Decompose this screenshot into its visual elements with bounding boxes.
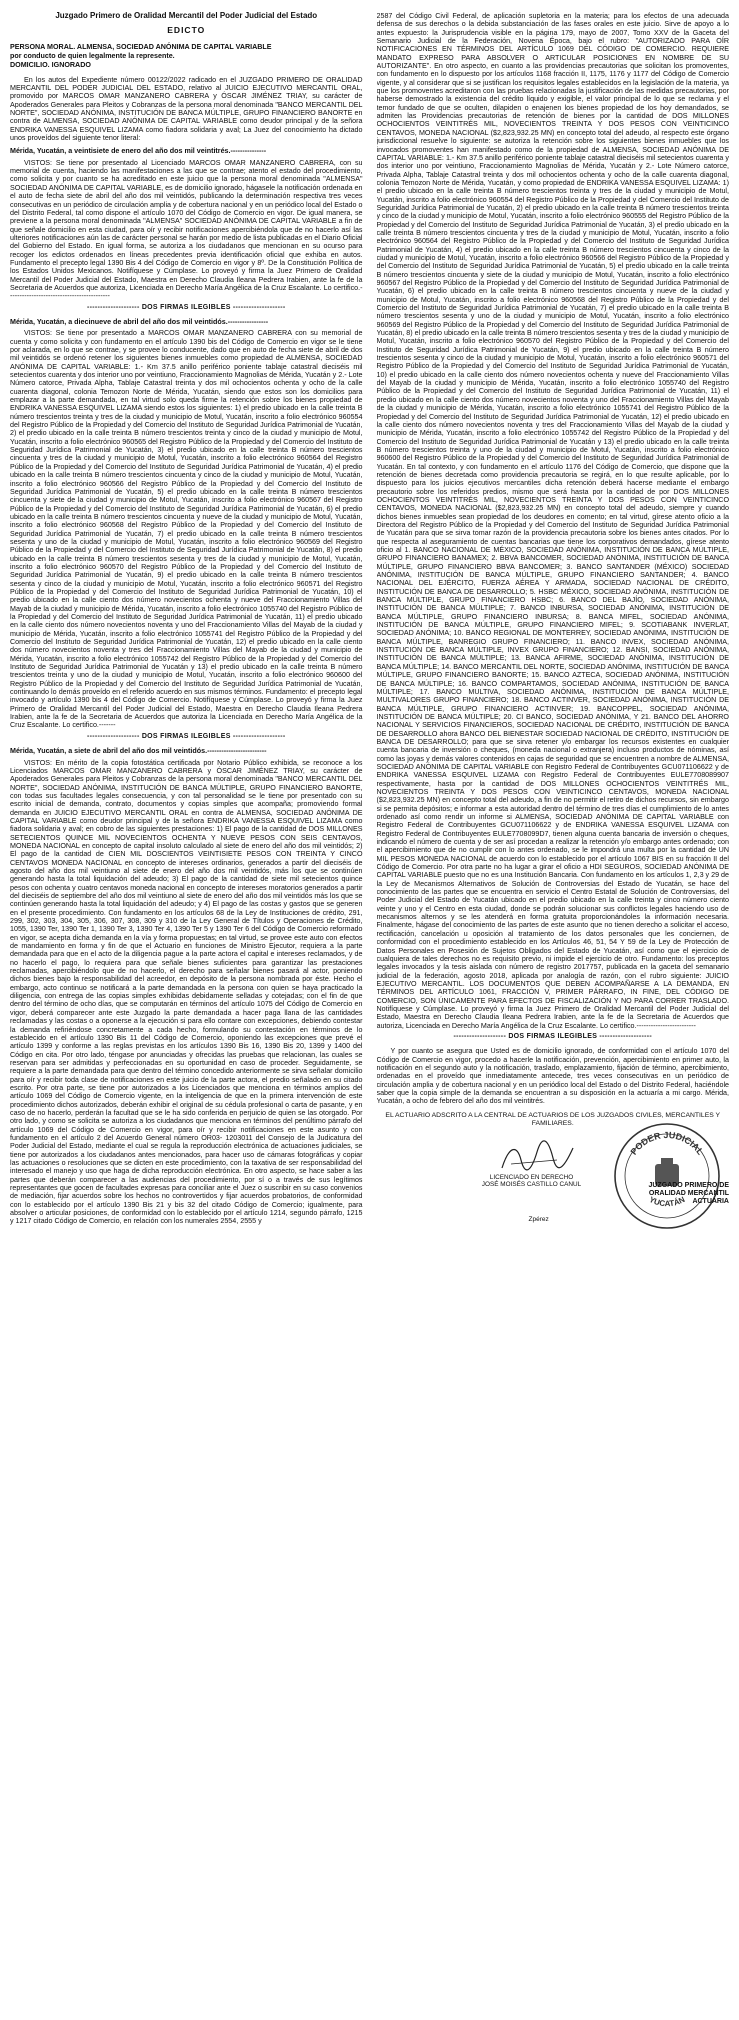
court-title: Juzgado Primero de Oralidad Mercantil del Poder Judicial del Estado	[55, 12, 318, 20]
addressee-name: PERSONA MORAL. ALMENSA, SOCIEDAD ANÓNIMA DE CAPITAL VARIABLE	[10, 42, 272, 51]
columns	[10, 12, 729, 2007]
continuation-paragraph: 2587 del Código Civil Federal, de aplicación supletoria en la materia; para los efectos de una adecuada defensa de sus derechos o la debida substanciación de las fases orales en este juicio. Sirve de apoyo a lo antes expuesto: la Jurisprudencia visible en la página 179, mayo de 2007, Tomo XXV de la Gaceta del Semanario Judicial de la Federación, Novena Época, bajo el rubro: "AUTORIZADO PARA OÍR NOTIFICACIONES EN TÉRMINOS DEL ARTÍCULO 1069 DEL CÓDIGO DE COMERCIO. REQUIERE MANDATO EXPRESO PARA ABSOLVER O ARTICULAR POSICIONES EN NOMBRE DE SU AUTORIZANTE". En otro aspecto, en cuanto a las providencias precautorias que solicitan los promoventes, con fundamento en lo dispuesto por los artículos 1168 fracción II, 1175, 1176 y 1177 del Código de Comercio vigente, y al considerar que si se justifican los requisitos legales establecidos en la legislación de la materia, ya que los promoventes acreditaron con las pruebas relacionadas la justificación de las medidas precautorias, por haberse demostrado la existencia del crédito líquido y exigible, el valor principal de lo que se reclama y el temor fundado de que se oculten, dilapiden o enajenen los bienes propiedad de los hoy demandados, se admiten las Providencias precautorias de retención de bienes por la cantidad de DOS MILLONES OCHOCIENTOS VEINTITRÉS MIL, NOVECIENTOS TREINTA Y DOS PESOS CON VEINTICINCO CENTAVOS, MONEDA NACIONAL ($2,823,932.25 MN) en concepto total del adeudo, al respecto este órgano jurisdiccional resuelve lo siguiente: se autoriza la retención sobre los siguientes bienes inmuebles que los invocados promoventes han manifestado como de la propiedad de ALMENSA, SOCIEDAD ANÓNIMA DE CAPITAL VARIABLE: 1.- Km 37.5 anillo periférico poniente tablaje catastral dieciséis mil setecientos cuarenta y dos interior uno por veintiuno, Fraccionamiento Magnolias de Mérida, Yucatán y 2.- Lote Número catorce, Privada Alpha, Tablaje Catastral treinta y dos mil ochocientos ochenta y ocho de la calle cuarenta diagonal, colonia Temozon Norte de Mérida, Yucatán, y como propiedad de ENDRIKA VANESSA ESQUIVEL LIZAMA: 1) el predio ubicado en la calle treinta B número trescientos treinta y tres de la ciudad y municipio de Motul, Yucatán, inscrito a folio electrónico 960554 del Registro Público de la Propiedad y del Comercio del Instituto de Seguridad Jurídica Patrimonial de Yucatán, 2) el predio ubicado en la calle treinta B número trescientos treinta y cinco de la ciudad y municipio de Motul, Yucatán, inscrito a folio electrónico 960555 del Registro Público de la Propiedad y del Comercio del Instituto de Seguridad Jurídica Patrimonial de Yucatán, 3) el predio ubicado en la calle treinta B número trescientos cincuenta y tres de la ciudad y municipio de Motul, Yucatán, inscrito a folio electrónico 960564 del Registro Público de la Propiedad y del Comercio del Instituto de Seguridad Jurídica Patrimonial de Yucatán, 4) el predio ubicado en la calle treinta B número trescientos cincuenta y cinco de la ciudad y municipio de Motul, Yucatán, inscrito a folio electrónico 960566 del Registro Público de la Propiedad y del Comercio del Instituto de Seguridad Jurídica Patrimonial de Yucatán, 5) el predio ubicado en la calle treinta B número trescientos cincuenta y siete de la ciudad y municipio de Motul, Yucatán, inscrito a folio electrónico 960567 del Registro Público de la Propiedad y del Comercio del Instituto de Seguridad Jurídica Patrimonial de Yucatán, 6) el predio ubicado en la calle treinta B número trescientos cincuenta y nueve de la ciudad y municipio de Motul, Yucatán, inscrito a folio electrónico 960568 del Registro Público de la Propiedad y del Comercio del Instituto de Seguridad Jurídica Patrimonial de Yucatán, 7) el predio ubicado en la calle treinta B número trescientos sesenta y uno de la ciudad y municipio de Motul, Yucatán, inscrito a folio electrónico 960569 del Registro Público de la Propiedad y del Comercio del Instituto de Seguridad Jurídica Patrimonial de Yucatán, 8) el predio ubicado en la calle treinta B número trescientos sesenta y tres de la ciudad y municipio de Motul, Yucatán, inscrito a folio electrónico 960570 del Registro Público de la Propiedad y del Comercio del Instituto de Seguridad Jurídica Patrimonial de Yucatán, 9) el predio ubicado en la calle treinta B número trescientos sesenta y cinco de la ciudad y municipio de Motul, Yucatán, inscrito a folio electrónico 960571 del Registro Público de la Propiedad y del Comercio del Instituto de Seguridad Jurídica Patrimonial de Yucatán, 10) el predio ubicado en la calle ciento dos número novecientos ochenta y nueve del Fraccionamiento Villas del Mayab de la ciudad y municipio de Mérida, Yucatán, inscrito a folio electrónico 1055740 del Registro Público de la Propiedad y del Comercio del Instituto de Seguridad Jurídica Patrimonial de Yucatán, 11) el predio ubicado en la calle ciento dos número novecientos noventa y uno del Fraccionamiento Villas del Mayab de la ciudad y municipio de Mérida, Yucatán, inscrito a folio electrónico 1055741 del Registro Público de la Propiedad y del Comercio del Instituto de Seguridad Jurídica Patrimonial de Yucatán, 12) el predio ubicado en la calle ciento dos número novecientos noventa y tres del Fraccionamiento Villas del Mayab de la ciudad y municipio de Mérida, Yucatán, inscrito a folio electrónico 1055742 del Registro Público de la Propiedad y del Comercio del Instituto de Seguridad Jurídica Patrimonial de Yucatán y 13) el predio ubicado en la calle treinta B número trescientos treinta y uno de la ciudad y municipio de Motul, Yucatán, inscrito a folio electrónico 960600 del Registro Público de la Propiedad y del Comercio del Instituto de Seguridad Jurídica Patrimonial de Yucatán. En tal contexto, y con fundamento en el artículo 1176 del Código de Comercio, que dispone que la retención de bienes decretada como providencia precautoria se regirá, en lo que resulte aplicable, por lo dispuesto para los juicios ejecutivos mercantiles dicha retención deberá hacerse mediante el embargo precautorio sobre los referidos predios, mismo que será hasta por la cantidad de por DOS MILLONES OCHOCIENTOS VEINTITRÉS MIL, NOVECIENTOS TREINTA Y DOS PESOS CON VEINTICINCO CENTAVOS, MONEDA NACIONAL ($2,823,932.25 MN) en concepto total del adeudo, siempre y cuando dichos bienes inmuebles sean propiedad de los deudores en comento; en tal virtud, gírese atento oficio a la Directora del Registro Público de la Propiedad y del Comercio del Instituto de Seguridad Jurídica Patrimonial de Yucatán para que se sirva tomar razón de la providencia precautoria sobre los bienes antes citados. Por lo que respecta al aseguramiento de cuentas bancarias que tiene los corporativos demandados, gírese atento oficio al 1. BANCO NACIONAL DE MÉXICO, SOCIEDAD ANÓNIMA, INSTITUCIÓN DE BANCA MÚLTIPLE, GRUPO FINANCIERO BANAMEX; 2. BBVA BANCOMER, SOCIEDAD ANÓNIMA, INSTITUCIÓN DE BANCA MÚLTIPLE, GRUPO FINANCIERO BBVA BANCOMER; 3. BANCO SANTANDER (MÉXICO) SOCIEDAD ANÓNIMA, INSTITUCIÓN DE BANCA MÚLTIPLE, GRUPO FINANCIERO SANTANDER; 4. BANCO NACIONAL DEL EJÉRCITO, FUERZA AÉREA Y ARMADA, SOCIEDAD NACIONAL DE CRÉDITO, INSTITUCIÓN DE BANCA DE DESARROLLO; 5. HSBC MÉXICO, SOCIEDAD ANÓNIMA, INSTITUCIÓN DE BANCA MÚLTIPLE, GRUPO FINANCIERO HSBC; 6. BANCO DEL BAJÍO, SOCIEDAD ANÓNIMA, INSTITUCIÓN DE BANCA MÚLTIPLE; 7. BANCO INBURSA, SOCIEDAD ANÓNIMA, INSTITUCIÓN DE BANCA MÚLTIPLE, GRUPO FINANCIERO INBURSA; 8. BANCA MIFEL, SOCIEDAD ANÓNIMA, INSTITUCIÓN DE BANCA MÚLTIPLE, GRUPO FINANCIERO MIFEL; 9. SCOTIABANK INVERLAT, SOCIEDAD ANÓNIMA; 10. BANCO REGIONAL DE MONTERREY, SOCIEDAD ANÓNIMA, INSTITUCIÓN DE BANCA MÚLTIPLE, BANREGIO GRUPO FINANCIERO; 11. BANCO INVEX, SOCIEDAD ANÓNIMA, INSTITUCIÓN DE BANCA MÚLTIPLE, INVEX GRUPO FINANCIERO; 12. BANSI, SOCIEDAD ANÓNIMA, INSTITUCIÓN DE BANCA MÚLTIPLE; 13. BANCA AFIRME, SOCIEDAD ANÓNIMA, INSTITUCIÓN DE BANCA MÚLTIPLE; 14. BANCO MERCANTIL DEL NORTE, SOCIEDAD ANÓNIMA, INSTITUCIÓN DE BANCA MÚLTIPLE, GRUPO FINANCIERO BANORTE; 15. BANCO AZTECA, SOCIEDAD ANÓNIMA, INSTITUCIÓN DE BANCA MÚLTIPLE; 16. BANCO COMPARTAMOS, SOCIEDAD ANÓNIMA, INSTITUCIÓN DE BANCA MÚLTIPLE; 17. BANCO MULTIVA, SOCIEDAD ANÓNIMA, INSTITUCIÓN DE BANCA MÚLTIPLE, MULTIVALORES GRUPO FINANCIERO; 18. BANCO ACTINVER, SOCIEDAD ANÓNIMA, INSTITUCIÓN DE BANCA MÚLTIPLE, GRUPO FINANCIERO ACTINVER; 19. BANCOPPEL, SOCIEDAD ANÓNIMA, INSTITUCIÓN DE BANCA MÚLTIPLE; 20. CI BANCO, SOCIEDAD ANÓNIMA, Y 21. BANCO DEL AHORRO NACIONAL Y SERVICIOS FINANCIEROS, SOCIEDAD NACIONAL DE CRÉDITO, INSTITUCIÓN DE BANCA DE DESARROLLO ahora BANCO DEL BIENESTAR SOCIEDAD NACIONAL DE CRÉDITO, INSTITUCIÓN DE BANCA DE DESARROLLO; para que se sirva retener y/o embargar los recursos existentes en cualquier cuenta bancaria de inversión o cheques, (moneda nacional o extranjera) incluso productos de nóminas, así como las joyas y demás valores contenidos en cajas de seguridad que se encuentren a nombre de ALMENSA, SOCIEDAD ANÓNIMA DE CAPITAL VARIABLE con Registro Federal de Contribuyentes GCU071106622 y de ENDRIKA VANESSA ESQUIVEL LIZAMA con Registro Federal de Contribuyentes EULE7708089907 respectivamente, hasta por la cantidad de DOS MILLONES OCHOCIENTOS VEINTITRÉS MIL, NOVECIENTOS TREINTA Y DOS PESOS CON VEINTICINCO CENTAVOS, MONEDA NACIONAL ($2,823,932.25 MN) en concepto total del adeudo, a fin de no permitir el retiro de dichos recursos, sin embargo si se permita depósitos; e informar a esta autoridad dentro del término de tres días el cumplimiento de lo antes ordenado así como rendir un informe si ALMENSA, SOCIEDAD ANÓNIMA DE CAPITAL VARIABLE con Registro Federal de Contribuyentes GCU071106622 y de ENDRIKA VANESSA ESQUIVEL LIZAMA con Registro Federal de Contribuyentes EULE7708099D7, tienen alguna cuenta bancaria de inversión o cheques, indicando el número de cuenta y de ser así procedan a realizar la retención y/o embargo antes ordenado; con el apercibimiento que de no cumplir con lo antes ordenado, se le impondrá una multa por la cantidad de UN MIL PESOS MONEDA NACIONAL de acuerdo con lo establecido por el artículo 1067 BIS en su fracción II del Código de Comercio. Por otra parte no ha lugar a girar el oficio a HDI SEGUROS, SOCIEDAD ANÓNIMA DE CAPITAL VARIABLE puesto que no es una Institución Bancaria. Con fundamento en los artículos 1, 2,3 y 29 de la Ley de Mecanismos Alternativos de Solución de Controversias del Estado de Yucatán, se hace del conocimiento de las partes que se encuentra en servicio el Centro Estatal de Solución de Controversias, del Poder Judicial del Estado de Yucatán ubicado en el predio ubicado en la calle treinta y cinco número ciento veinte y uno y el Centro en esta ciudad, donde se podrán solucionar sus conflictos legales haciendo uso de mecanismos alternos y se les atenderá en forma gratuita proporcionándoles la información necesaria. Finalmente, hágase del conocimiento de las partes de este asunto que no tienen derecho a solicitar el acceso, rectificación, cancelación u oposición al tratamiento de los datos personales que les conciernen, de conformidad con el procedimiento establecido en los Artículos 46, 51, 54 Y 59 de la Ley de Protección de Datos Personales en Posesión de Sujetos Obligados del Estado de Yucatán, así como que el ejercicio de cualquiera de tales derechos no es requisito previo, ni impide el ejercicio de otro. Fundamento: los preceptos legales invocados y la tesis aislada con número de registro 2017757, publicada en la gaceta del semanario judicial de la federación, agosto 2018, aplicada por analogía de razón, con el rubro siguiente: JUICIO EJECUTIVO MERCANTIL. LOS DOCUMENTOS QUE DEBEN ACOMPAÑARSE A LA DEMANDA, EN TÉRMINOS DEL ARTÍCULO 1061, FRACCIÓN V, PRIMER PÁRRAFO, IN FINE, DEL CÓDIGO DE COMERCIO, SON ÚNICAMENTE PARA EFECTOS DE FISCALIZACIÓN Y NO PARA CORRER TRASLADO. Notifíquese y Cúmplase. Lo proveyó y firma la Juez Primero de Oralidad Mercantil del Poder Judicial del Estado, Maestra en Derecho Claudia Ileana Pedrera Irabien, ante la fe de la Secretaria de Acuerdos que autoriza, Licenciada en Derecho María Angélica de la Cruz Escalante. Lo certifico.-------------------------	[376, 12, 729, 1030]
intro-paragraph: En los autos del Expediente número 00122/2022 radicado en el JUZGADO PRIMERO DE ORALIDAD MERCANTIL DEL PODER JUDICIAL DEL ESTADO, relativo al JUICIO EJECUTIVO MERCANTIL ORAL, promovido por MARCOS OMAR MANZANERO CABRERA y ÓSCAR JIMÉNEZ TRIAY, su carácter de Apoderados Generales para Pleitos y Cobranzas de la persona moral denominada "BANCO MERCANTIL DEL NORTE", SOCIEDAD ANÓNIMA, INSTITUCIÓN DE BANCA MÚLTIPLE, GRUPO FINANCIERO BANORTE en contra de ALMENSA, SOCIEDAD ANÓNIMA DE CAPITAL VARIABLE como deudor principal y de la señora ENDRIKA VANESSA ESQUIVEL LIZAMA como fiadora solidaria y aval; La Juez del conocimiento ha dictado unos proveídos del siguiente tenor literal:	[10, 75, 363, 143]
left-column	[10, 12, 363, 2007]
right-column	[377, 12, 730, 2007]
section2-title: Mérida, Yucatán, a diecinueve de abril del año dos mil veintidós.-----------------	[10, 317, 269, 326]
firmas-label-3: DOS FIRMAS ILEGIBLES	[508, 1032, 598, 1040]
actuario-title: EL ACTUARIO ADSCRITO A LA CENTRAL DE ACTUARIOS DE LOS JUZGADOS CIVILES, MERCANTILES Y FAMILIARES.	[385, 1111, 721, 1127]
office-label-3: ACTUARIA	[692, 1197, 729, 1205]
office-label-1: JUZGADO PRIMERO DE	[648, 1181, 729, 1189]
firmas-divider-1: -------------------- DOS FIRMAS ILEGIBLES --------------------	[86, 303, 286, 311]
firmas-label-1: DOS FIRMAS ILEGIBLES	[141, 303, 231, 311]
court-office-labels	[648, 1182, 729, 1206]
svg-text:PODER JUDICIAL	[628, 1130, 705, 1157]
seal-bottom-text: YUCATÁN	[647, 1194, 687, 1208]
footer-initials: Zpérez	[528, 1215, 549, 1223]
handwritten-signature-icon	[497, 1138, 577, 1178]
seal-top-text: PODER JUDICIAL	[628, 1129, 706, 1157]
office-label-2: ORALIDAD MERCANTIL	[648, 1189, 729, 1197]
section2-body: VISTOS: Se tiene por presentado a MARCOS OMAR MANZANERO CABRERA con su memorial de cuenta y como solicita y con fundamento en el artículo 1390 bis del Código de Comercio en vigor se le tiene por aclarada, en lo que se contrae, y se provee lo conducente, dado que en auto de fecha siete de abril de dos mil veintidós se ordenó retener los siguientes bienes inmuebles como propiedad de ALMENSA, SOCIEDAD ANÓNIMA DE CAPITAL VARIABLE: 1.- Km 37.5 anillo periférico poniente tablaje catastral dieciséis mil setecientos cuarenta y dos interior uno por veintiuno, Fraccionamiento Magnolias de Mérida, Yucatán y 2.- Lote Número catorce, Privada Alpha, Tablaje Catastral treinta y dos mil ochocientos ochenta y ocho de la calle cuarenta diagonal, colonia Temozon Norte de Mérida, Yucatán, siendo que estos son los domicilios para emplazar a la parte demandada, en tal virtud solo queda firme la retención sobre los bienes propiedad de ENDRIKA VANESSA ESQUIVEL LIZAMA siendo estos los siguientes: 1) el predio ubicado en la calle treinta B número trescientos treinta y tres de la ciudad y municipio de Motul, Yucatán, inscrito a folio electrónico 960554 del Registro Público de la Propiedad y del Comercio del Instituto de Seguridad Jurídica Patrimonial de Yucatán, 2) el predio ubicado en la calle treinta B número trescientos treinta y cinco de la ciudad y municipio de Motul, Yucatán, inscrito a folio electrónico 960565 del Registro Público de la Propiedad y del Comercio del Instituto de Seguridad Jurídica Patrimonial de Yucatán, 3) el predio ubicado en la calle treinta B número trescientos cincuenta y tres de la ciudad y municipio de Motul, Yucatán, inscrito a folio electrónico 960564 del Registro Público de la Propiedad y del Comercio del Instituto de Seguridad Jurídica Patrimonial de Yucatán, 4) el predio ubicado en la calle treinta B número trescientos cincuenta y cinco de la ciudad y municipio de Motul, Yucatán, inscrito a folio electrónico 960566 del Registro Público de la Propiedad y del Comercio del Instituto de Seguridad Jurídica Patrimonial de Yucatán, 5) el predio ubicado en la calle treinta B número trescientos cincuenta y siete de la ciudad y municipio de Motul, Yucatán, inscrito a folio electrónico 960567 del Registro Público de la Propiedad y del Comercio del Instituto de Seguridad Jurídica Patrimonial de Yucatán, 6) el predio ubicado en la calle treinta B número trescientos cincuenta y nueve de la ciudad y municipio de Motul, Yucatán, inscrito a folio electrónico 960568 del Registro Público de la Propiedad y del Comercio del Instituto de Seguridad Jurídica Patrimonial de Yucatán, 7) el predio ubicado en la calle treinta B número trescientos sesenta y uno de la ciudad y municipio de Motul, Yucatán, inscrito a folio electrónico 960569 del Registro Público de la Propiedad y del Comercio del Instituto de Seguridad Jurídica Patrimonial de Yucatán, 8) el predio ubicado en la calle treinta B número trescientos sesenta y tres de la ciudad y municipio de Motul, Yucatán, inscrito a folio electrónico 960570 del Registro Público de la Propiedad y del Comercio del Instituto de Seguridad Jurídica Patrimonial de Yucatán, 9) el predio ubicado en la calle treinta B número trescientos sesenta y cinco de la ciudad y municipio de Motul, Yucatán, inscrito a folio electrónico 960571 del Registro Público de la Propiedad y del Comercio del Instituto de Seguridad Jurídica Patrimonial de Yucatán, 10) el predio ubicado en la calle ciento dos número novecientos ochenta y nueve del Fraccionamiento Villas del Mayab de la ciudad y municipio de Mérida, Yucatán, inscrito a folio electrónico 1055740 del Registro Público de la Propiedad y del Comercio del Instituto de Seguridad Jurídica Patrimonial de Yucatán, 11) el predio ubicado en la calle ciento dos número novecientos noventa y uno del Fraccionamiento Villas del Mayab de la ciudad y municipio de Mérida, Yucatán, inscrito a folio electrónico 1055741 del Registro Público de la Propiedad y del Comercio del Instituto de Seguridad Jurídica Patrimonial de Yucatán, 12) el predio ubicado en la calle ciento dos número novecientos noventa y tres del Fraccionamiento Villas del Mayab de la ciudad y municipio de Mérida, Yucatán, inscrito a folio electrónico 1055742 del Registro Público de la Propiedad y del Comercio del Instituto de Seguridad Jurídica Patrimonial de Yucatán y 13) el predio ubicado en la calle treinta B número trescientos treinta y uno de la ciudad y municipio de Motul, Yucatán, inscrito a folio electrónico 960600 del Registro Público de la Propiedad y del Comercio del Instituto de Seguridad Jurídica Patrimonial de Yucatán, continuando lo demás proveído en el referido acuerdo en sus mismos términos. Fundamento: el precepto legal invocado y artículo 1390 bis 4 del Código de Comercio. Notifíquese y Cúmplase. Lo proveyó y firma la Juez Primero de Oralidad Mercantil del Poder Judicial del Estado, Maestra en Derecho Claudia Ileana Pedrera Irabien, ante la fe de la Secretaria de Acuerdos que autoriza la Licenciada en Derecho María Angélica de la Cruz Escalante. Lo certifico.-------	[10, 329, 363, 730]
section1-body: VISTOS: Se tiene por presentado al Licenciado MARCOS OMAR MANZANERO CABRERA, con su memorial de cuenta, haciendo las manifestaciones a las que se contrae; atento el estado del procedimiento, como solicita y por cuanto se ha acreditado en este juicio que la persona moral denominada "ALMENSA" SOCIEDAD ANÓNIMA DE CAPITAL VARIABLE, es de domicilio ignorado, hágasele la notificación ordenada en el auto de fecha siete de abril del año dos mil veintidós, publicando la determinación respectiva tres veces consecutivas en un periódico de circulación amplia y de cobertura nacional y en un periódico local del Estado o del Distrito Federal, tal como dispone el artículo 1070 del Código de Comercio en vigor. De igual manera, se previene a la persona moral denominada "ALMENSA" SOCIEDAD ANÓNIMA DE CAPITAL VARIABLE a fin de que señale domicilio en esta ciudad, para oír y recibir notificaciones apercibiéndola que de no hacerlo así las ulteriores notificaciones aún las de carácter personal se harán por medio de lista publicadas en el Diario Oficial del Gobierno del Estado. En igual forma, se autoriza a los ciudadanos que mencionan en su ocurso para recoger los edictos ordenados en líneas precedentes previa identificación oficial que exhiba en autos. Fundamento el precepto legal 1390 Bis 4 del Código de Comercio en vigor y 8º. De la Constitución Política de los Estados Unidos Mexicanos. Notifíquese y Cúmplase. Lo proveyó y firma la Juez Primero de Oralidad Mercantil del Poder Judicial del Estado, Maestra en Derecho Claudia Ileana Pedrera Irabien, ante la fe de la Secretaria de Acuerdos que autoriza, Licenciada en Derecho María Angélica de la Cruz Escalante. Lo certifico.-------------------------------------------	[10, 158, 363, 301]
signature-area	[377, 1112, 730, 1342]
firmas-label-2: DOS FIRMAS ILEGIBLES	[141, 732, 231, 740]
firmas-divider-3: -------------------- DOS FIRMAS ILEGIBLES --------------------	[453, 1032, 653, 1040]
addressee-domicile: DOMICILIO. IGNORADO	[10, 60, 91, 69]
section3-body: VISTOS: En mérito de la copia fotostática certificada por Notario Público exhibida, se reconoce a los Licenciados MARCOS OMAR MANZANERO CABRERA y ÓSCAR JIMÉNEZ TRIAY, su carácter de Apoderados Generales para Pleitos y Cobranzas de la persona moral denominada "BANCO MERCANTIL DEL NORTE", SOCIEDAD ANÓNIMA, INSTITUCIÓN DE BANCA MÚLTIPLE, GRUPO FINANCIERO BANORTE, con todas sus facultades legales consecuencia, y con tal personalidad se le tiene por presentado con su escrito inicial de demanda, contrato, documentos y copias simples que acompaña; promoviendo formal demanda en JUICIO EJECUTIVO MERCANTIL ORAL en contra de ALMENSA, SOCIEDAD ANÓNIMA DE CAPITAL VARIABLE como deudor principal y de la señora ENDRIKA VANESSA ESQUIVEL LIZAMA como fiadora solidaria y aval; en cobro de las siguientes prestaciones: 1) El pago de la cantidad de DOS MILLONES SETECIENTOS QUINCE MIL NOVECIENTOS OCHENTA Y NUEVE PESOS CON SEIS CENTAVOS, MONEDA NACIONAL en concepto de capital insoluto calculado al siete de enero del año dos mil veintidós; 2) El pago de la cantidad de CIEN MIL DOSCIENTOS VEINTISIETE PESOS CON TREINTA Y CINCO CENTAVOS MONEDA NACIONAL en concepto de intereses ordinarios, generados a partir del dieciséis de agosto del año dos mil veintiuno al siete de enero del año dos mil veintidós, más los que se continúen generando hasta la total liquidación del adeudo; 3) El pago de la cantidad de siete mil setecientos quince pesos con ochenta y cuatro centavos moneda nacional en concepto de intereses moratorios generados a partir del dieciséis de septiembre del año dos mil veintiuno al siete de enero del año dos mil veintidós más los que se continúen generando hasta la total liquidación del adeudo; y 4) El pago de las costas y gastos que se generen en el presente procedimiento. Con fundamento en los artículos 68 de la Ley de Instituciones de crédito, 291, 299, 302, 303, 304, 305, 306, 307, 308, 309 y 310 de la Ley General de Títulos y Operaciones de Crédito, 1055, 1390 Ter, 1390 Ter 1, 1390 Ter 3, 1390 Ter 4, 1390 Ter 5 y 1390 Ter 6 del Código de Comercio reformado en vigor, se acepta dicha demanda en la vía y forma propuestas; en tal virtud, se provee este auto con efectos de mandamiento en forma y fin de que el Actuario en funciones de Ministro Ejecutor, requiera a la parte demandada para que en el acto de la diligencia pague a la parte actora el capital e intereses reclamados, y de no hacerlo el pago, lo requiera para que señale bienes suficientes para garantizar las prestaciones reclamadas, apercibiéndolo que de no hacerlo, el derecho para señalar bienes pasará al actor, poniendo dichos bienes bajo la responsabilidad del acreedor, en depósito de la persona nombrada por éste. Hecho el embargo, acto continuo se notificará a la parte demandada en la persona con quien se haya practicado la diligencia, con entrega de las copias simples exhibidas debidamente selladas y cotejadas; con el fin de que dentro del término de ocho días, que se computarán en términos del artículo 1075 del Código de Comercio en vigor, deberá comparecer ante este Juzgado la parte demandada a hacer paga llana de las cantidades reclamadas y las costas o a oponerse a la ejecución si para ello contare con excepciones, debiendo contestar la demanda refiriéndose concretamente a cada hecho, formulando su contestación en términos de lo establecido en el artículo 1390 Bis 11 del Código de Comercio, oponiendo las excepciones que prevé el artículo 1399 y conforme a las reglas previstas en los artículos 1390 Bis 16, 1390 Bis 20, 1399 y 1400 del Código en cita. Por otro lado, téngase por anunciadas y ofrecidas las pruebas que relacionan, las cuales se reservan para ser admitidas y perfeccionadas en su oportunidad en caso de proceder. Seguidamente, se requiere a la parte demandada para que dentro del término concedido anteriormente se sirva señalar domicilio para oír y recibir toda clase de notificaciones en este juicio de la parte actora, el predio señalado en su citado escrito. Por otra parte, se tiene por autorizados a los Licenciados que menciona en términos amplios del artículo 1069 del Código de Comercio vigente, en la inteligencia de que en la primera intervención de este procedimiento dichos autorizados, deberán exhibir el original de su cédula profesional o carta de pasante, y en caso de no hacerlo, perderán la facultad que se le ha sido conferida en perjuicio de quien se las otorgado. Por otro lado, y como se solicita se autoriza a los ciudadanos que menciona en términos del penúltimo párrafo del artículo 1069 del Código de Comercio en vigor, para oír y recibir notificaciones en este asunto y con fundamento en el artículo 2 del Acuerdo General número OR03- 1203011 del Consejo de la Judicatura del Poder Judicial del Estado, mediante el cual se regula la reproducción electrónica de actuaciones judiciales, se tiene por autorizados a los ciudadanos antes mencionados, para hacer uso de cámaras fotográficas y copiar las actuaciones o resoluciones que se dicten en este procedimiento, con la taxativa de ser responsabilidad del interesado el manejo y uso que haga de dicha reproducción electrónica. En otro aspecto, se hace saber a las partes que deberán comparecer a las audiencias del procedimiento, por sí o a través de sus legítimos representantes que gocen de facultades expresas para conciliar ante el Juez o suscribir en su caso convenios de mediación, fijar acuerdos sobre los hechos no controvertidos y fijar acuerdos probatorios, de conformidad con lo establecido por el artículo 1390 Bis 21 y bis 32 del citado Código de Comercio; igualmente, para absolver o articular posiciones, de conformidad con lo establecido por el artículo 1214, segundo párrafo, 1215 y 1217 citado Código de Comercio, en relación con los numerales 2554, 2555 y	[10, 758, 363, 1226]
firmas-divider-2: -------------------- DOS FIRMAS ILEGIBLES --------------------	[86, 732, 286, 740]
section1-title: Mérida, Yucatán, a veintisiete de enero del año dos mil veintitrés.---------------	[10, 147, 267, 156]
official-seal-icon	[611, 1120, 723, 1232]
addressee-block	[10, 43, 363, 70]
licenciado-title: LICENCIADO EN DERECHO	[489, 1173, 574, 1181]
section3-title: Mérida, Yucatán, a siete de abril del año dos mil veintidós.-------------------------	[10, 747, 267, 756]
licenciado-block	[447, 1174, 617, 1189]
addressee-representative: por conducto de quien legalmente la represente.	[10, 51, 175, 60]
final-notice-paragraph: Y por cuanto se asegura que Usted es de domicilio ignorado, de conformidad con el artículo 1070 del Código de Comercio en vigor, procedo a hacerle la notificación, prevención, apercibimiento en primer auto, la notificación en el segundo auto y la notificación, traslado, emplazamiento, fijación de término, apercibimiento, ordenadas en el proveído que inmediatamente antecede, tres veces consecutivas en un periódico de circulación amplia y de cobertura nacional y en un periódico local del Estado o del Distrito Federal, haciéndole saber que la copia simple de la demanda se encuentran a su disposición en la actuaría a mi cargo. Mérida, Yucatán, a ocho de febrero del año dos mil veintitrés.	[376, 1047, 729, 1106]
licenciado-name: JOSÉ MOISÉS CASTILLO CANUL	[481, 1181, 582, 1189]
edicto-title: EDICTO	[167, 25, 206, 36]
